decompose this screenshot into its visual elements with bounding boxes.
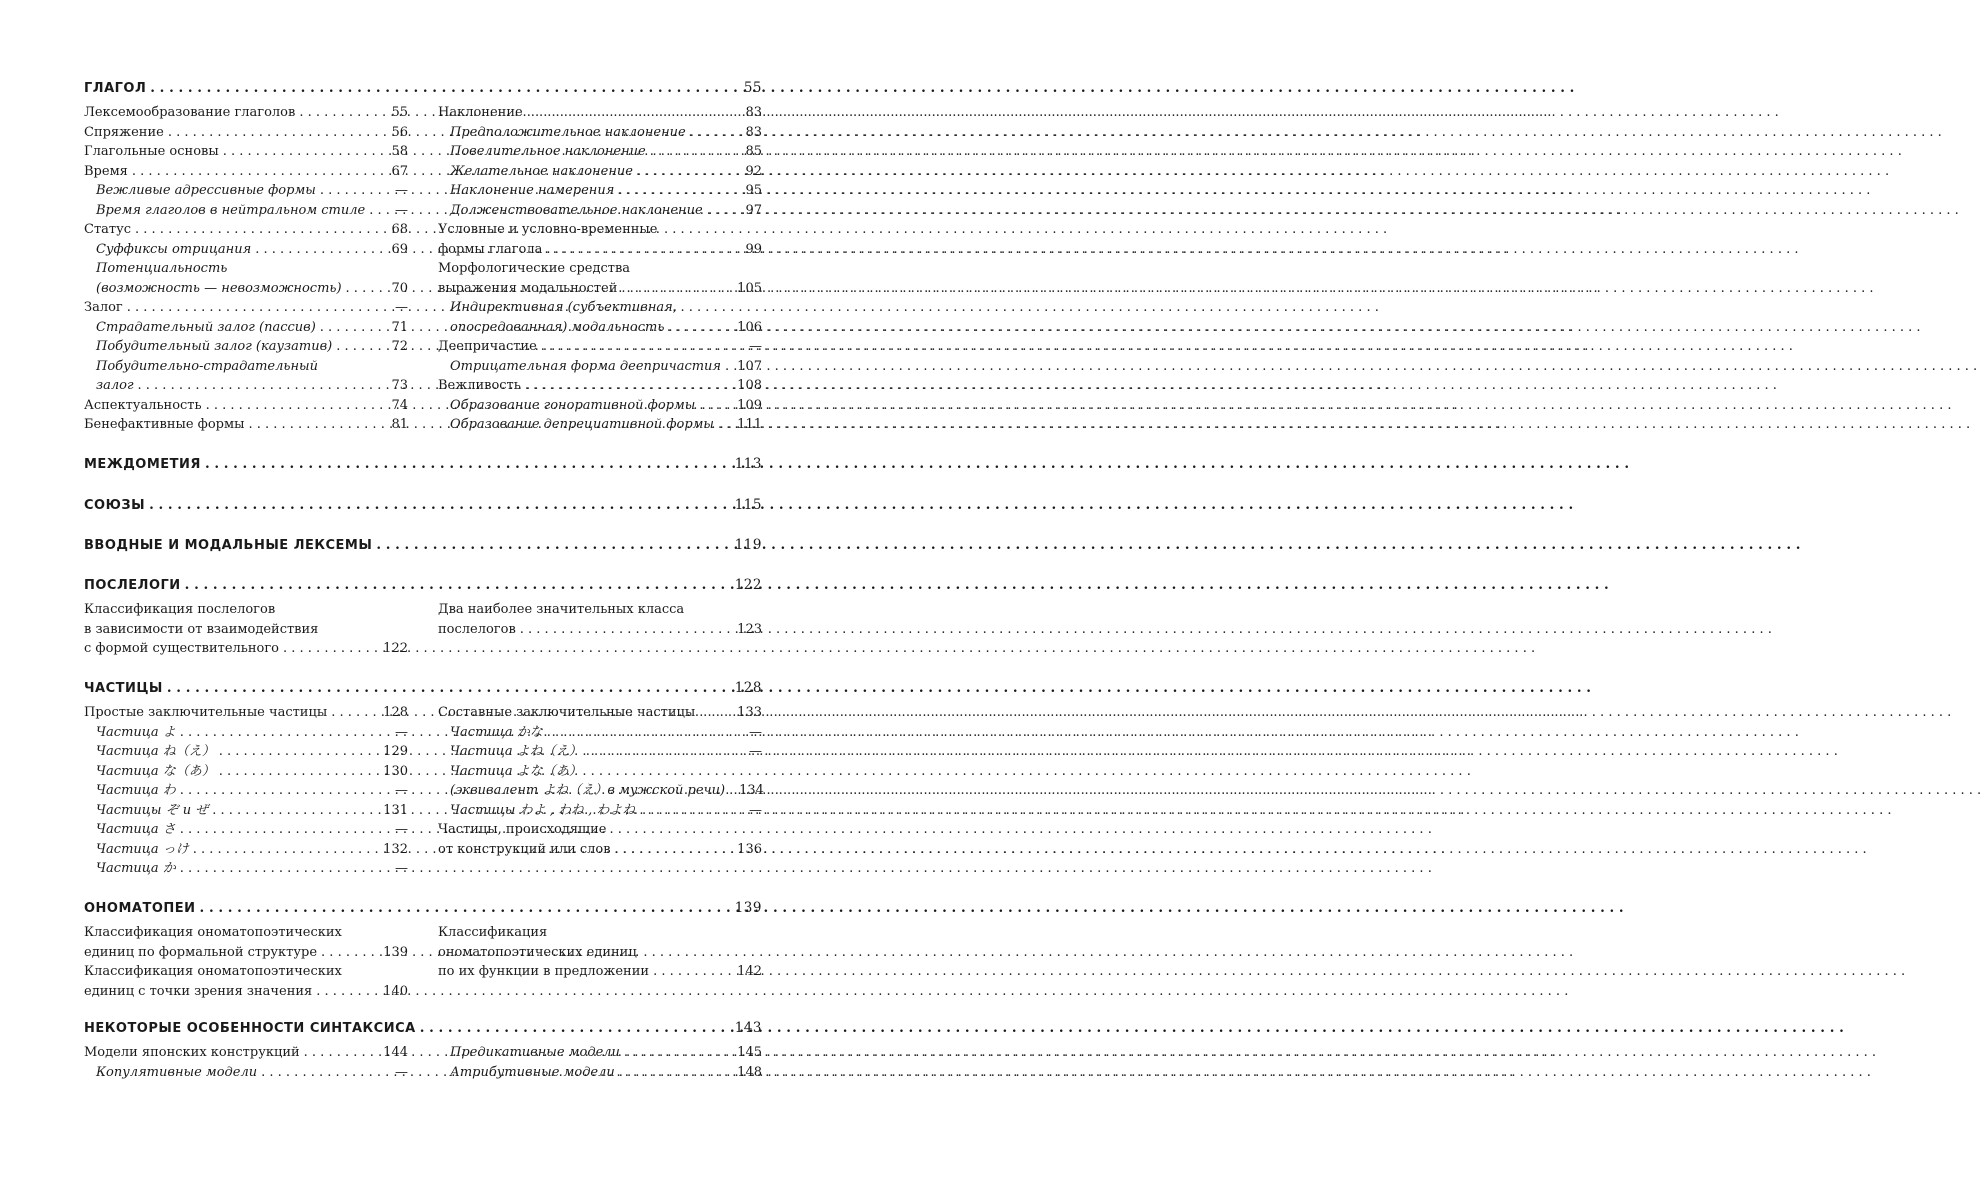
section-title: ВВОДНЫЕ И МОДАЛЬНЫЕ ЛЕКСЕМЫ [84, 538, 373, 553]
toc-entry-page: 55 [391, 105, 408, 120]
toc-entry-label: опосредованная) модальность [450, 319, 665, 335]
toc-entry-page: 70 [391, 280, 408, 296]
toc-entry-page: 131 [383, 802, 408, 818]
toc-entry-page: 72 [391, 339, 408, 354]
dot-leader [150, 79, 740, 99]
toc-subentry[interactable] [438, 801, 762, 821]
toc-entry-page: 81 [391, 417, 408, 432]
toc-entry-label: Частица ね（え） [96, 744, 215, 759]
toc-entry[interactable] [438, 620, 762, 640]
toc-entry-page: 129 [383, 744, 408, 759]
toc-entry-label: Частица っけ [96, 841, 189, 857]
dot-leader [520, 620, 733, 640]
toc-entry-line: Классификация [438, 925, 548, 940]
toc-subentry[interactable] [438, 142, 762, 162]
dot-leader [331, 703, 379, 723]
toc-entry-page: 139 [383, 944, 408, 960]
toc-entry-label: Частицы わよ , わね , わよね [450, 802, 636, 818]
toc-entry-label: (эквивалент よね（え）в мужской речи) [450, 783, 726, 798]
toc-entry-page: — [395, 724, 408, 740]
toc-entry-label: Лексемообразование глаголов [84, 105, 296, 120]
section-page: 139 [734, 900, 762, 916]
toc-subentry[interactable] [438, 396, 762, 416]
toc-entry-page: 128 [383, 705, 408, 720]
toc-column-left [84, 103, 408, 435]
toc-entry-label: Предикативные модели [450, 1045, 620, 1060]
dot-leader [212, 801, 379, 821]
toc-entry[interactable] [438, 962, 762, 982]
toc-entry-page: 71 [391, 319, 408, 335]
toc-entry-page: 148 [737, 1064, 762, 1080]
section-page: 115 [734, 497, 762, 513]
toc-entry-page: — [749, 802, 762, 818]
toc-entry-label: выражения модальностей [438, 280, 618, 296]
dot-leader [541, 337, 745, 357]
toc-subentry[interactable] [84, 1063, 408, 1083]
dot-leader [320, 181, 391, 201]
toc-entry[interactable] [438, 103, 762, 123]
toc-entry-line: Два наиболее значительных класса [438, 602, 685, 617]
toc-entry-page: 145 [737, 1045, 762, 1060]
toc-entry-line: Индирективная (субъективная, [450, 300, 677, 315]
dot-leader [200, 899, 731, 919]
toc-entry-page: 123 [737, 621, 762, 637]
toc-subentry[interactable] [84, 318, 408, 338]
section-page: 113 [734, 456, 762, 472]
dot-leader [527, 103, 742, 123]
toc-section-heading[interactable] [84, 899, 762, 919]
toc-entry-page: 69 [391, 241, 408, 257]
toc-entry-page: 144 [383, 1045, 408, 1060]
toc-entry-page: — [749, 724, 762, 740]
dot-leader [180, 859, 391, 879]
toc-column-left [84, 600, 408, 659]
toc-entry-label: Частица かな [450, 724, 543, 740]
toc-entry-label: послелогов [438, 621, 516, 637]
dot-leader [699, 396, 733, 416]
toc-entry-label: Страдательный залог (пассив) [96, 319, 316, 335]
toc-entry-page: — [395, 300, 408, 315]
toc-subentry[interactable] [84, 279, 408, 299]
toc-entry-line: Морфологические средства [438, 261, 631, 276]
toc-entry-label: Частица わ [96, 783, 176, 798]
toc-subentry[interactable] [438, 357, 762, 377]
toc-entry-page: — [395, 202, 408, 218]
toc-subentry[interactable] [84, 742, 408, 762]
dot-leader [668, 318, 733, 338]
toc-entry-label: Частица な（あ） [96, 763, 215, 779]
toc-entry-label: Составные заключительные частицы [438, 705, 696, 720]
toc-entry-page: — [395, 183, 408, 198]
toc-entry-page: 109 [737, 397, 762, 413]
toc-entry-label: единиц с точки зрения значения [84, 983, 313, 999]
toc-section-heading[interactable] [84, 1019, 762, 1039]
toc-entry[interactable] [84, 162, 408, 182]
dot-leader [547, 723, 745, 743]
toc-subentry[interactable] [438, 1063, 762, 1083]
toc-subentry[interactable] [438, 181, 762, 201]
toc-entry-label: формы глагола [438, 241, 543, 257]
toc-entry-label: Время глаголов в нейтральном стиле [96, 202, 366, 218]
toc-entry-label: Простые заключительные частицы [84, 705, 328, 720]
dot-leader [149, 496, 731, 516]
toc-entry-page: 111 [737, 417, 762, 432]
toc-entry-label: Повелительное наклонение [450, 144, 646, 159]
dot-leader [718, 415, 733, 435]
dot-leader [283, 639, 379, 659]
dot-leader [615, 840, 734, 860]
toc-entry-page: 73 [391, 378, 408, 393]
toc-entry[interactable] [438, 240, 762, 260]
toc-entry-page: 122 [383, 641, 408, 656]
toc-entry-page: 95 [745, 183, 762, 198]
toc-section-heading[interactable] [84, 79, 762, 99]
toc-entry-label: с формой существительного [84, 641, 279, 656]
toc-entry-label: Образование депрециативной формы [450, 417, 715, 432]
dot-leader [525, 376, 733, 396]
toc-column-left [84, 1043, 408, 1082]
toc-column-right [438, 103, 762, 435]
toc-subentry[interactable] [84, 840, 408, 860]
toc-entry-page: 105 [737, 280, 762, 296]
toc-entry-label: (возможность — невозможность) [96, 280, 342, 296]
toc-entry-page: 99 [745, 241, 762, 257]
toc-entry-label: Частица か [96, 861, 176, 876]
dot-leader [621, 279, 733, 299]
section-page: 55 [743, 80, 762, 96]
dot-leader [219, 742, 379, 762]
toc-entry-page: 130 [383, 763, 408, 779]
toc-subentry[interactable] [84, 859, 408, 879]
toc-entry-label: Долженствовательное наклонение [450, 202, 703, 218]
toc-subentry[interactable] [84, 820, 408, 840]
toc-entry-label: Образование гоноративной формы [450, 397, 696, 413]
toc-entry[interactable] [84, 943, 408, 963]
toc-entry-line: Условные и условно-временные [438, 222, 658, 237]
toc-entry-label: Наклонение [438, 105, 523, 120]
toc-entry-label: Статус [84, 222, 132, 237]
toc-section-heading[interactable] [84, 455, 762, 475]
toc-entry-page: 74 [391, 397, 408, 413]
toc-section-heading[interactable] [84, 679, 762, 699]
dot-leader [637, 162, 741, 182]
dot-leader [321, 943, 379, 963]
toc-entry[interactable] [84, 982, 408, 1002]
dot-leader [653, 962, 733, 982]
toc-entry-page: 83 [745, 105, 762, 120]
toc-entry-label: Частицы ぞ и ぜ [96, 802, 209, 818]
toc-entry-label: Суффиксы отрицания [96, 241, 252, 257]
toc-subentry[interactable] [84, 240, 408, 260]
toc-entry-line: Классификация послелогов [84, 602, 276, 617]
toc-section-heading[interactable] [84, 496, 762, 516]
dot-leader [316, 982, 379, 1002]
dot-leader [707, 201, 742, 221]
section-page: 143 [734, 1020, 762, 1036]
toc-subentry[interactable] [438, 723, 762, 743]
dot-leader [223, 142, 388, 162]
dot-leader [619, 1063, 733, 1083]
dot-leader [725, 357, 733, 377]
dot-leader [167, 679, 731, 699]
toc-column-right [438, 703, 762, 859]
toc-subentry[interactable] [438, 162, 762, 182]
toc-entry-line: ономатопоэтических единиц [438, 944, 637, 960]
toc-entry[interactable] [438, 703, 762, 723]
dot-leader [168, 123, 388, 143]
toc-entry-line: Классификация ономатопоэтических [84, 964, 342, 979]
section-page: 119 [734, 537, 762, 553]
toc-subentry[interactable] [84, 181, 408, 201]
toc-entry-page: 136 [737, 841, 762, 857]
toc-entry[interactable] [84, 123, 408, 143]
toc-entry-line: Побудительно-страдательный [96, 358, 318, 374]
dot-leader [346, 279, 388, 299]
dot-leader [138, 376, 388, 396]
dot-leader [261, 1063, 391, 1083]
toc-subentry[interactable] [438, 415, 762, 435]
dot-leader [299, 103, 387, 123]
toc-section-heading[interactable] [84, 536, 762, 556]
toc-subentry[interactable] [438, 781, 762, 801]
toc-entry-label: Глагольные основы [84, 144, 219, 159]
dot-leader [132, 162, 388, 182]
toc-entry-label: Спряжение [84, 124, 164, 140]
toc-subentry[interactable] [438, 1043, 762, 1063]
toc-entry-page: 134 [739, 783, 764, 798]
toc-entry-label: залог [96, 378, 134, 393]
toc-entry-label: Наклонение намерения [450, 183, 615, 198]
toc-entry[interactable] [84, 639, 408, 659]
dot-leader [127, 298, 391, 318]
toc-subentry[interactable] [438, 201, 762, 221]
dot-leader [193, 840, 379, 860]
toc-entry-label: Деепричастие [438, 339, 537, 354]
toc-entry-page: 56 [391, 124, 408, 140]
toc-section-heading[interactable] [84, 576, 762, 596]
toc-entry-label: Модели японских конструкций [84, 1045, 300, 1060]
toc-entry-page: 140 [383, 983, 408, 999]
toc-entry-label: Частица さ [96, 822, 176, 837]
toc-entry-label: Отрицательная форма деепричастия [450, 358, 722, 374]
toc-entry-label: от конструкций или слов [438, 841, 611, 857]
section-title: МЕЖДОМЕТИЯ [84, 457, 201, 472]
toc-entry-label: Вежливые адрессивные формы [96, 183, 316, 198]
toc-subentry[interactable] [84, 376, 408, 396]
dot-leader [206, 396, 388, 416]
toc-entry-page: 97 [745, 202, 762, 218]
dot-leader [304, 1043, 380, 1063]
toc-entry-label: Частица よ [96, 724, 176, 740]
toc-entry-page: — [395, 783, 408, 798]
dot-leader [639, 801, 745, 821]
toc-entry-line: Классификация ономатопоэтических [84, 925, 342, 940]
toc-entry-page: 133 [737, 705, 762, 720]
dot-leader [180, 723, 391, 743]
toc-subentry[interactable] [84, 762, 408, 782]
toc-entry-page: — [395, 822, 408, 837]
toc-entry[interactable] [84, 703, 408, 723]
dot-leader [586, 742, 745, 762]
toc-subentry[interactable] [84, 801, 408, 821]
toc-entry-line: Частицы, происходящие [438, 822, 607, 837]
toc-entry-page: — [749, 744, 762, 759]
section-title: ПОСЛЕЛОГИ [84, 578, 181, 593]
toc-entry-page: 106 [737, 319, 762, 335]
section-page: 128 [734, 680, 762, 696]
dot-leader [180, 820, 391, 840]
dot-leader [135, 220, 387, 240]
toc-entry[interactable] [84, 103, 408, 123]
dot-leader [320, 318, 388, 338]
dot-leader [420, 1019, 731, 1039]
toc-subentry[interactable] [84, 781, 408, 801]
toc-entry[interactable] [438, 337, 762, 357]
dot-leader [546, 240, 741, 260]
toc-entry[interactable] [84, 396, 408, 416]
toc-entry-label: Аспектуальность [84, 397, 202, 413]
dot-leader [219, 762, 379, 782]
toc-subentry[interactable] [438, 742, 762, 762]
toc-entry-label: Вежливость [438, 378, 521, 393]
toc-entry-label: единиц по формальной структуре [84, 944, 318, 960]
toc-entry-page: 107 [737, 358, 762, 374]
toc-entry-page: 67 [391, 163, 408, 179]
toc-entry-line: в зависимости от взаимодействия [84, 621, 319, 637]
toc-entry-page: 85 [745, 144, 762, 159]
dot-leader [255, 240, 387, 260]
toc-column-right [438, 600, 762, 639]
toc-entry-page: 92 [745, 163, 762, 179]
toc-entry-label: Побудительный залог (каузатив) [96, 339, 333, 354]
toc-entry-page: 58 [391, 144, 408, 159]
toc-entry-label: Частица よね（え） [450, 744, 582, 759]
toc-subentry[interactable] [84, 337, 408, 357]
toc-entry-label: Бенефактивные формы [84, 417, 245, 432]
toc-entry-label: Залог [84, 300, 123, 315]
toc-entry-page: 132 [383, 841, 408, 857]
toc-entry-label: Желательное наклонение [450, 163, 633, 179]
toc-entry-label: Копулятивные модели [96, 1064, 258, 1080]
toc-entry-page: — [395, 861, 408, 876]
toc-entry[interactable] [438, 840, 762, 860]
toc-entry-page: 68 [391, 222, 408, 237]
section-title: СОЮЗЫ [84, 498, 146, 513]
dot-leader [205, 455, 731, 475]
dot-leader [624, 1043, 733, 1063]
section-title: НЕКОТОРЫЕ ОСОБЕННОСТИ СИНТАКСИСА [84, 1021, 416, 1036]
toc-entry-line: Частица よな（あ） [450, 763, 582, 779]
toc-entry-page: — [395, 1064, 408, 1080]
toc-entry[interactable] [84, 415, 408, 435]
dot-leader [180, 781, 391, 801]
dot-leader [699, 703, 733, 723]
section-page: 122 [734, 577, 762, 593]
toc-column-right [438, 923, 762, 982]
toc-entry[interactable] [84, 220, 408, 240]
dot-leader [729, 781, 735, 801]
toc-column-left [84, 923, 408, 1001]
toc-subentry[interactable] [84, 201, 408, 221]
section-title: ОНОМАТОПЕИ [84, 901, 196, 916]
toc-entry-label: Время [84, 163, 128, 179]
toc-entry[interactable] [438, 279, 762, 299]
toc-column-left [84, 703, 408, 879]
dot-leader [376, 536, 730, 556]
toc-entry-page: 83 [745, 124, 762, 140]
toc-entry-label: Атрибутивные модели [450, 1064, 615, 1080]
toc-subentry[interactable] [438, 318, 762, 338]
dot-leader [336, 337, 387, 357]
toc-entry[interactable] [438, 376, 762, 396]
toc-entry[interactable] [84, 142, 408, 162]
toc-entry[interactable] [84, 298, 408, 318]
dot-leader [650, 142, 742, 162]
toc-entry-label: Предположительное наклонение [450, 124, 686, 140]
dot-leader [248, 415, 387, 435]
toc-entry[interactable] [84, 1043, 408, 1063]
toc-entry-page: 142 [737, 964, 762, 979]
toc-subentry[interactable] [84, 723, 408, 743]
dot-leader [690, 123, 742, 143]
toc-column-right [438, 1043, 762, 1082]
toc-entry-line: Потенциальность [96, 261, 228, 276]
section-title: ГЛАГОЛ [84, 81, 147, 96]
dot-leader [618, 181, 741, 201]
toc-entry-page: 108 [737, 378, 762, 393]
dot-leader [369, 201, 391, 221]
section-title: ЧАСТИЦЫ [84, 681, 163, 696]
dot-leader [185, 576, 731, 596]
toc-entry-label: по их функции в предложении [438, 964, 650, 979]
toc-subentry[interactable] [438, 123, 762, 143]
toc-entry-page: — [749, 339, 762, 354]
